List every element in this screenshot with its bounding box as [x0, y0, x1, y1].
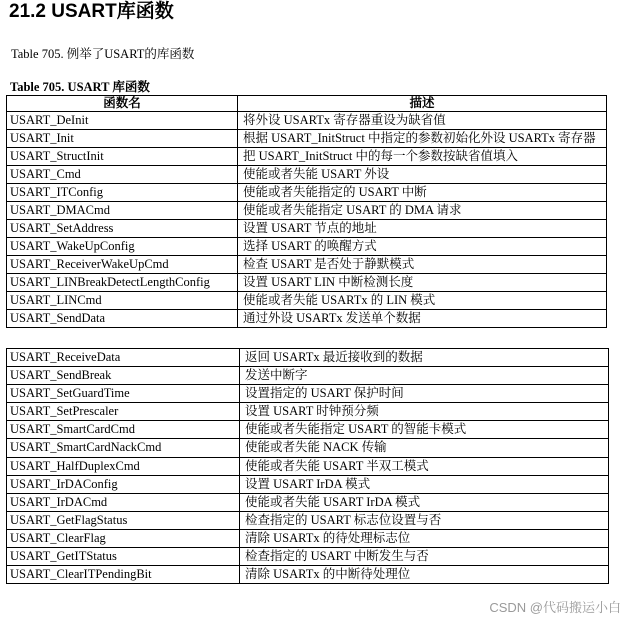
table-row: [7, 349, 609, 367]
table-row: [7, 256, 607, 274]
description-cell: 把 USART_InitStruct 中的每一个参数按缺省值填入: [238, 148, 607, 166]
function-name-cell: USART_SetAddress: [7, 220, 238, 238]
function-name-cell: USART_SmartCardCmd: [7, 421, 240, 439]
function-name-cell: USART_StructInit: [7, 148, 238, 166]
intro-text: Table 705. 例举了USART的库函数: [11, 47, 195, 61]
description-cell: 将外设 USARTx 寄存器重设为缺省值: [238, 112, 607, 130]
table-row: [7, 475, 609, 493]
description-cell: 使能或者失能 USART IrDA 模式: [240, 493, 609, 511]
description-cell: 设置 USART 节点的地址: [238, 220, 607, 238]
function-name-cell: USART_LINCmd: [7, 292, 238, 310]
function-name-cell: USART_WakeUpConfig: [7, 238, 238, 256]
description-cell: 通过外设 USARTx 发送单个数据: [238, 310, 607, 328]
table-row: [7, 493, 609, 511]
table-row: [7, 112, 607, 130]
table-row: [7, 548, 609, 566]
function-name-cell: USART_ReceiverWakeUpCmd: [7, 256, 238, 274]
function-name-cell: USART_SendData: [7, 310, 238, 328]
function-name-cell: USART_Cmd: [7, 166, 238, 184]
function-name-cell: USART_SmartCardNackCmd: [7, 439, 240, 457]
function-name-cell: USART_GetFlagStatus: [7, 511, 240, 529]
table-row: [7, 310, 607, 328]
table-row: [7, 274, 607, 292]
table-row: [7, 202, 607, 220]
description-cell: 使能或者失能指定的 USART 中断: [238, 184, 607, 202]
function-table-part2: [6, 348, 609, 584]
table-row: [7, 421, 609, 439]
table-row: [7, 566, 609, 584]
table-body-part1: [7, 112, 607, 328]
table-row: [7, 511, 609, 529]
description-cell: 使能或者失能指定 USART 的智能卡模式: [240, 421, 609, 439]
function-name-cell: USART_GetITStatus: [7, 548, 240, 566]
table-row: [7, 220, 607, 238]
description-cell: 设置指定的 USART 保护时间: [240, 385, 609, 403]
table-row: [7, 238, 607, 256]
function-name-cell: USART_Init: [7, 130, 238, 148]
table-row: [7, 529, 609, 547]
function-name-cell: USART_ReceiveData: [7, 349, 240, 367]
description-cell: 检查指定的 USART 中断发生与否: [240, 548, 609, 566]
function-name-cell: USART_ITConfig: [7, 184, 238, 202]
description-cell: 返回 USARTx 最近接收到的数据: [240, 349, 609, 367]
header-description: 描述: [238, 96, 607, 112]
description-cell: 设置 USART 时钟预分频: [240, 403, 609, 421]
function-name-cell: USART_ClearFlag: [7, 529, 240, 547]
function-name-cell: USART_HalfDuplexCmd: [7, 457, 240, 475]
function-name-cell: USART_ClearITPendingBit: [7, 566, 240, 584]
description-cell: 使能或者失能 USARTx 的 LIN 模式: [238, 292, 607, 310]
function-name-cell: USART_LINBreakDetectLengthConfig: [7, 274, 238, 292]
description-cell: 清除 USARTx 的中断待处理位: [240, 566, 609, 584]
description-cell: 清除 USARTx 的待处理标志位: [240, 529, 609, 547]
section-title: 21.2 USART库函数: [9, 1, 174, 22]
description-cell: 使能或者失能 NACK 传输: [240, 439, 609, 457]
table-body-part2: [7, 349, 609, 584]
table-row: [7, 457, 609, 475]
table-row: [7, 130, 607, 148]
table-row: [7, 385, 609, 403]
table-row: [7, 403, 609, 421]
table-row: [7, 184, 607, 202]
table-row: [7, 439, 609, 457]
function-name-cell: USART_IrDAConfig: [7, 475, 240, 493]
description-cell: 发送中断字: [240, 367, 609, 385]
table-caption: Table 705. USART 库函数: [10, 80, 150, 94]
function-table-part1: [6, 95, 607, 328]
description-cell: 选择 USART 的唤醒方式: [238, 238, 607, 256]
function-name-cell: USART_SendBreak: [7, 367, 240, 385]
description-cell: 设置 USART LIN 中断检测长度: [238, 274, 607, 292]
description-cell: 检查 USART 是否处于静默模式: [238, 256, 607, 274]
function-name-cell: USART_IrDACmd: [7, 493, 240, 511]
table-row: [7, 166, 607, 184]
description-cell: 设置 USART IrDA 模式: [240, 475, 609, 493]
function-name-cell: USART_SetGuardTime: [7, 385, 240, 403]
description-cell: 使能或者失能 USART 半双工模式: [240, 457, 609, 475]
function-name-cell: USART_SetPrescaler: [7, 403, 240, 421]
watermark: CSDN @代码搬运小白: [489, 600, 621, 615]
function-name-cell: USART_DMACmd: [7, 202, 238, 220]
header-function-name: 函数名: [7, 96, 238, 112]
description-cell: 检查指定的 USART 标志位设置与否: [240, 511, 609, 529]
table-row: [7, 148, 607, 166]
function-name-cell: USART_DeInit: [7, 112, 238, 130]
description-cell: 使能或者失能指定 USART 的 DMA 请求: [238, 202, 607, 220]
table-row: [7, 367, 609, 385]
table-header-row: [7, 96, 607, 112]
table-row: [7, 292, 607, 310]
description-cell: 使能或者失能 USART 外设: [238, 166, 607, 184]
description-cell: 根据 USART_InitStruct 中指定的参数初始化外设 USARTx 寄存器: [238, 130, 607, 148]
